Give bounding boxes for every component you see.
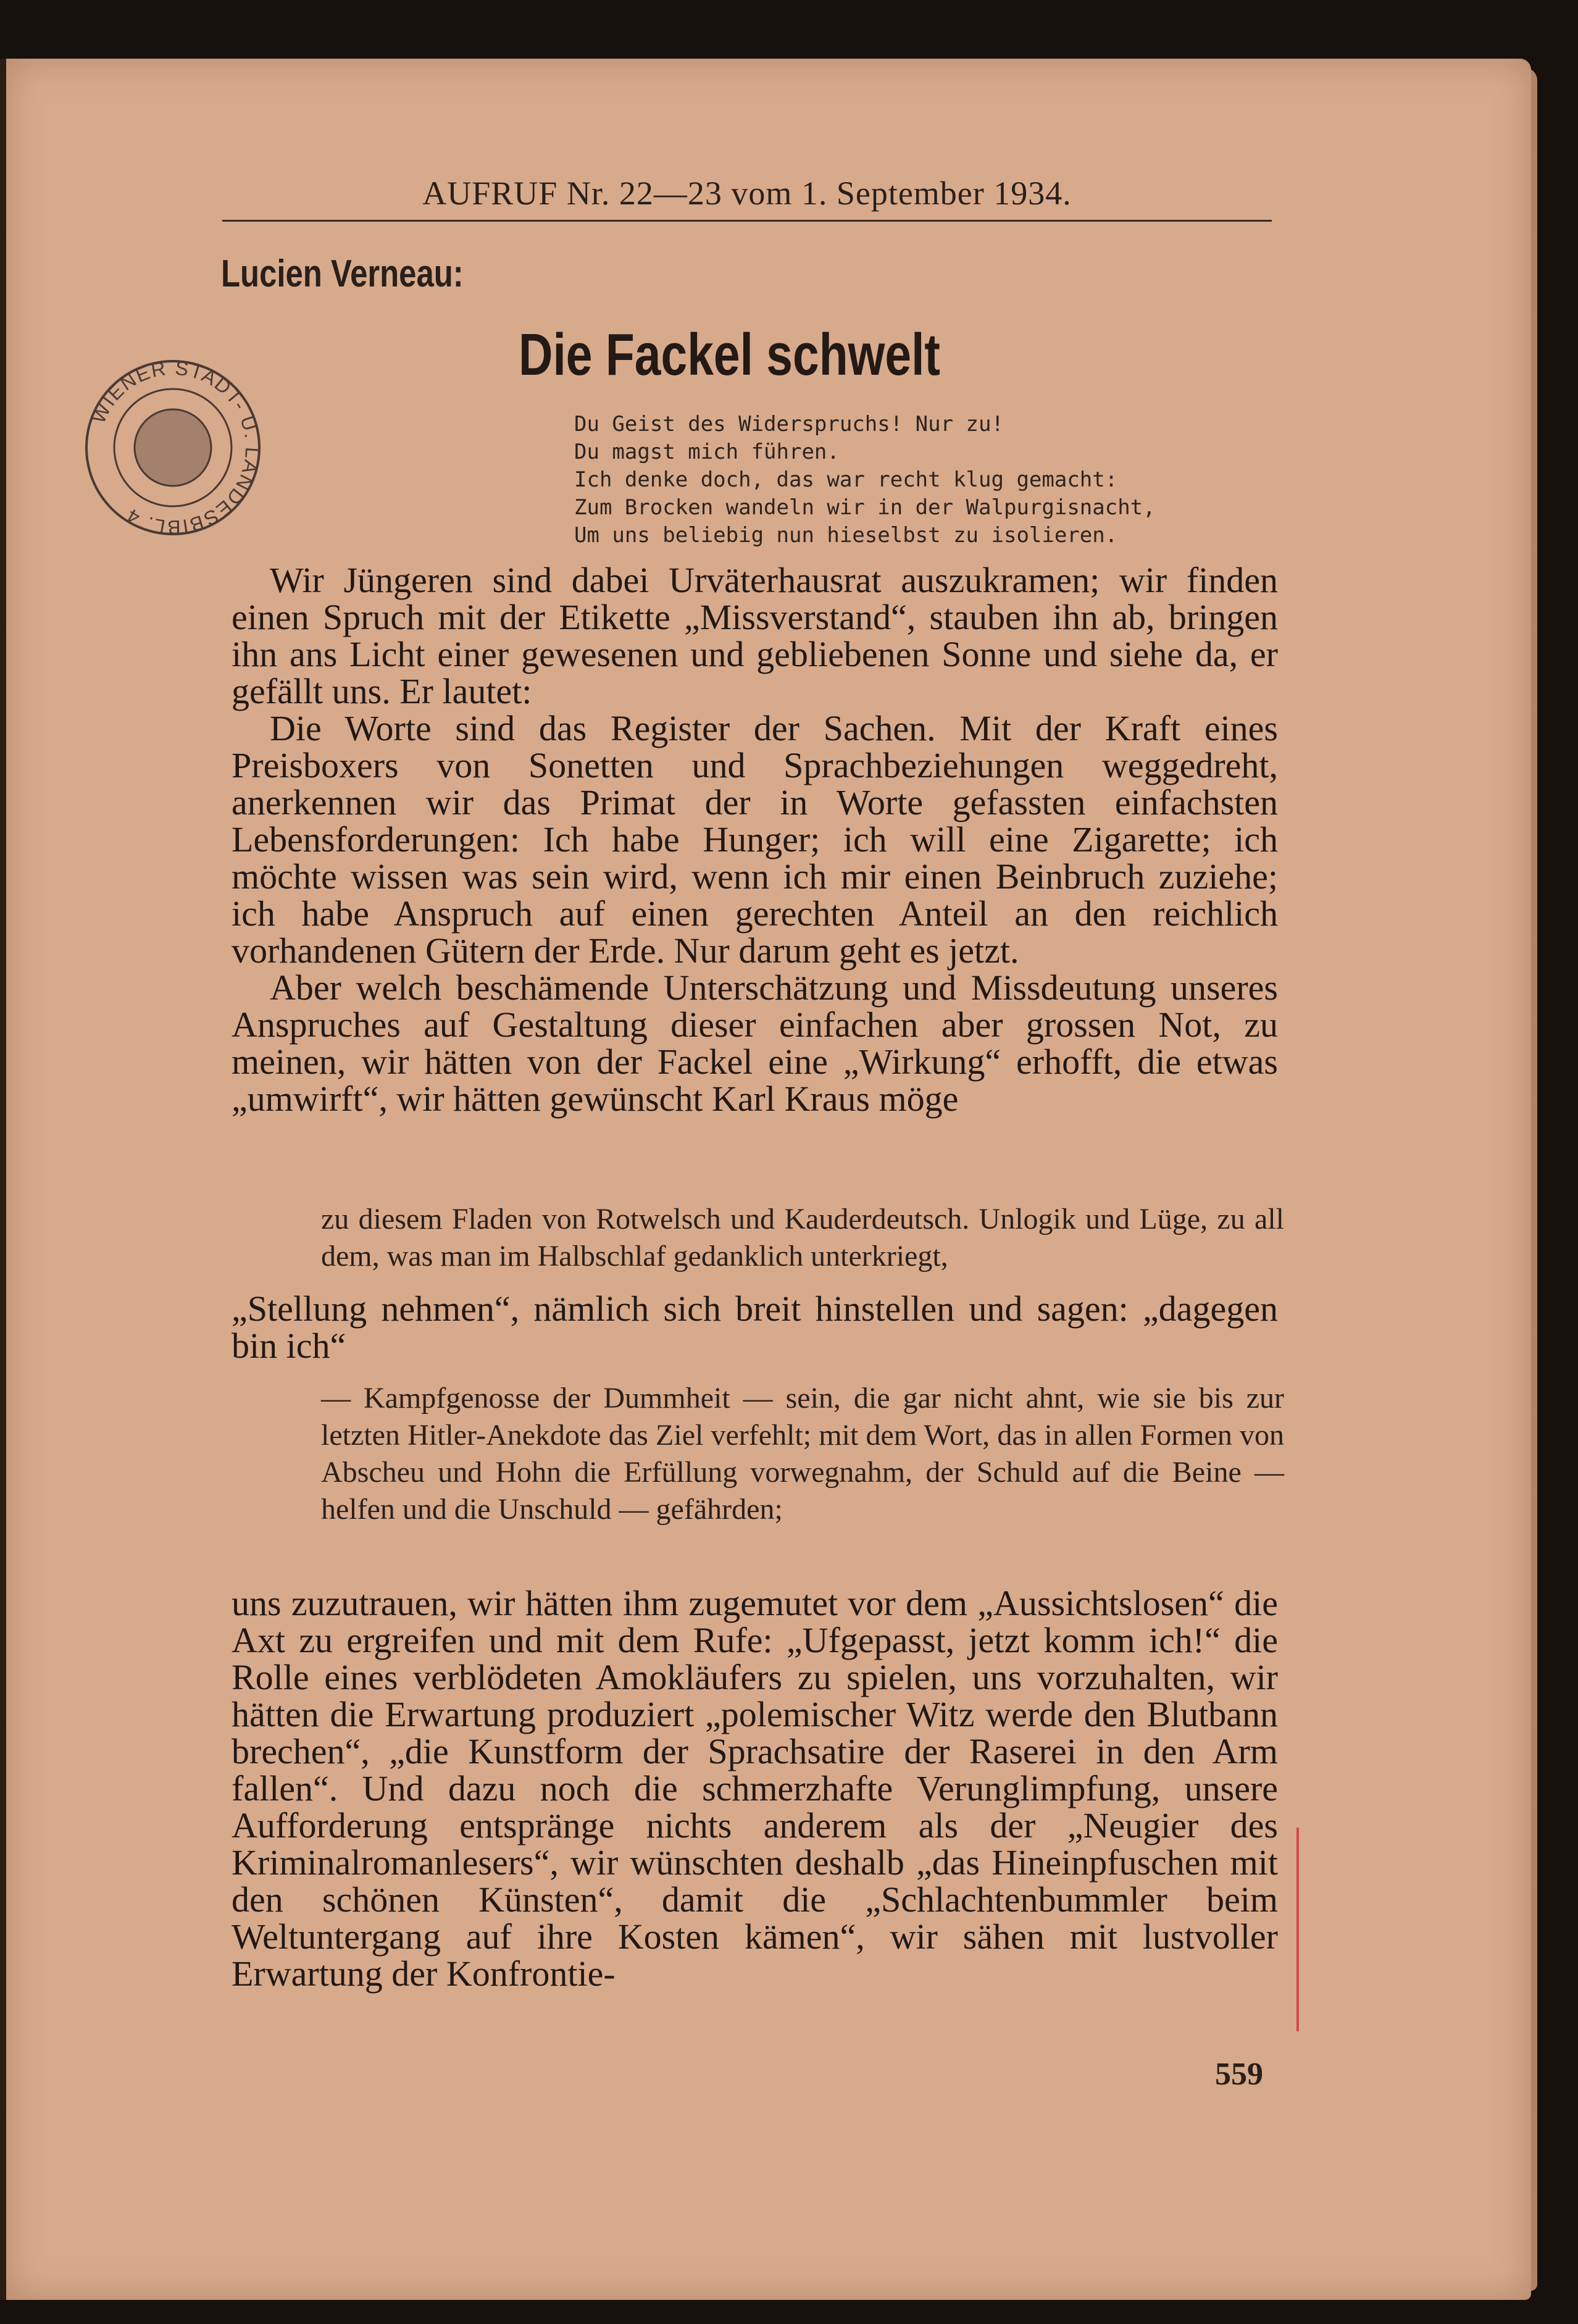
running-head: AUFRUF Nr. 22—23 vom 1. September 1934. [222, 174, 1272, 222]
body-section-2 [232, 1290, 1278, 1365]
library-stamp [80, 355, 265, 540]
body-section-1 [232, 562, 1278, 1118]
paragraph: Die Worte sind das Register der Sachen. Mit der Kraft eines Preisboxers von Sonetten und Sprachbeziehungen weggedreht, anerkennen wir das Primat der in Worte gefassten einfachsten Lebensforderungen: Ich habe Hunger; ich will eine Zigarette; ich möchte wissen was sein wird, wenn ich mir einen Beinbruch zuziehe; ich habe Anspruch auf einen gerechten Anteil an den reichlich vorhandenen Gütern der Erde. Nur darum geht es jetzt. [232, 708, 1278, 971]
paragraph: Aber welch beschämende Unterschätzung und Missdeutung unseres Anspruches auf Gestaltung dieser einfachen aber grossen Not, zu meinen, wir hätten von der Fackel eine „Wirkung“ erhofft, die etwas „umwirft“, wir hätten gewünscht Karl Kraus möge [232, 968, 1278, 1119]
epigraph-line: Um uns beliebig nun hieselbst zu isolieren. [574, 523, 1118, 548]
quotation-text: zu diesem Fladen von Rotwelsch und Kauderdeutsch. Unlogik und Lüge, zu all dem, was man im Halbschlaf gedanklich unterkriegt, [321, 1203, 1284, 1273]
page-number: 559 [1215, 2057, 1263, 2092]
margin-mark [1296, 1828, 1299, 2031]
article-author: Lucien Verneau: [221, 253, 464, 295]
epigraph-line: Du Geist des Widerspruchs! Nur zu! [574, 412, 1004, 437]
stamp-text: WIENER STADT- U. LANDESBIBL. 4 [86, 356, 264, 539]
body-section-3 [232, 1585, 1278, 1992]
quotation-text: — Kampfgenosse der Dummheit — sein, die gar nicht ahnt, wie sie bis zur letzten Hitler-Anekdote das Ziel verfehlt; mit dem Wort, das in allen Formen von Abscheu und Hohn die Erfüllung vorwegnahm, der Schuld auf die Beine — helfen und die Unschuld — gefährden; [321, 1382, 1284, 1526]
paragraph: uns zuzutrauen, wir hätten ihm zugemutet vor dem „Aussichtslosen“ die Axt zu ergreifen und mit dem Rufe: „Ufgepasst, jetzt komm ich!“ die Rolle eines verblödeten Amokläufers zu spielen, uns vorzuhalten, wir hätten die Erwartung produziert „polemischer Witz werde den Blutbann brechen“, „die Kunstform der Sprachsatire der Raserei in den Arm fallen“. Und dazu noch die schmerzhafte Verunglimpfung, unsere Aufforderung entspränge nichts anderem als der „Neugier des Kriminalromanlesers“, wir wünschten deshalb „das Hineinpfuschen mit den schönen Künsten“, damit die „Schlachtenbummler beim Weltuntergang auf ihre Kosten kämen“, wir sähen mit lustvoller Erwartung der Konfrontie- [232, 1583, 1278, 1994]
epigraph [574, 411, 1284, 550]
epigraph-line: Du magst mich führen. [574, 440, 840, 464]
epigraph-line: Ich denke doch, das war recht klug gemacht: [574, 467, 1118, 492]
article-title: Die Fackel schwelt [519, 322, 940, 388]
paragraph: Wir Jüngeren sind dabei Urväterhausrat auszukramen; wir finden einen Spruch mit der Etikette „Missverstand“, stauben ihn ab, bringen ihn ans Licht einer gewesenen und gebliebenen Sonne und siehe da, er gefällt uns. Er lautet: [232, 560, 1278, 711]
quotation-2 [321, 1380, 1284, 1528]
epigraph-line: Zum Brocken wandeln wir in der Walpurgisnacht, [574, 495, 1156, 520]
paragraph: „Stellung nehmen“, nämlich sich breit hinstellen und sagen: „dagegen bin ich“ [232, 1289, 1278, 1366]
quotation-1 [321, 1201, 1284, 1275]
